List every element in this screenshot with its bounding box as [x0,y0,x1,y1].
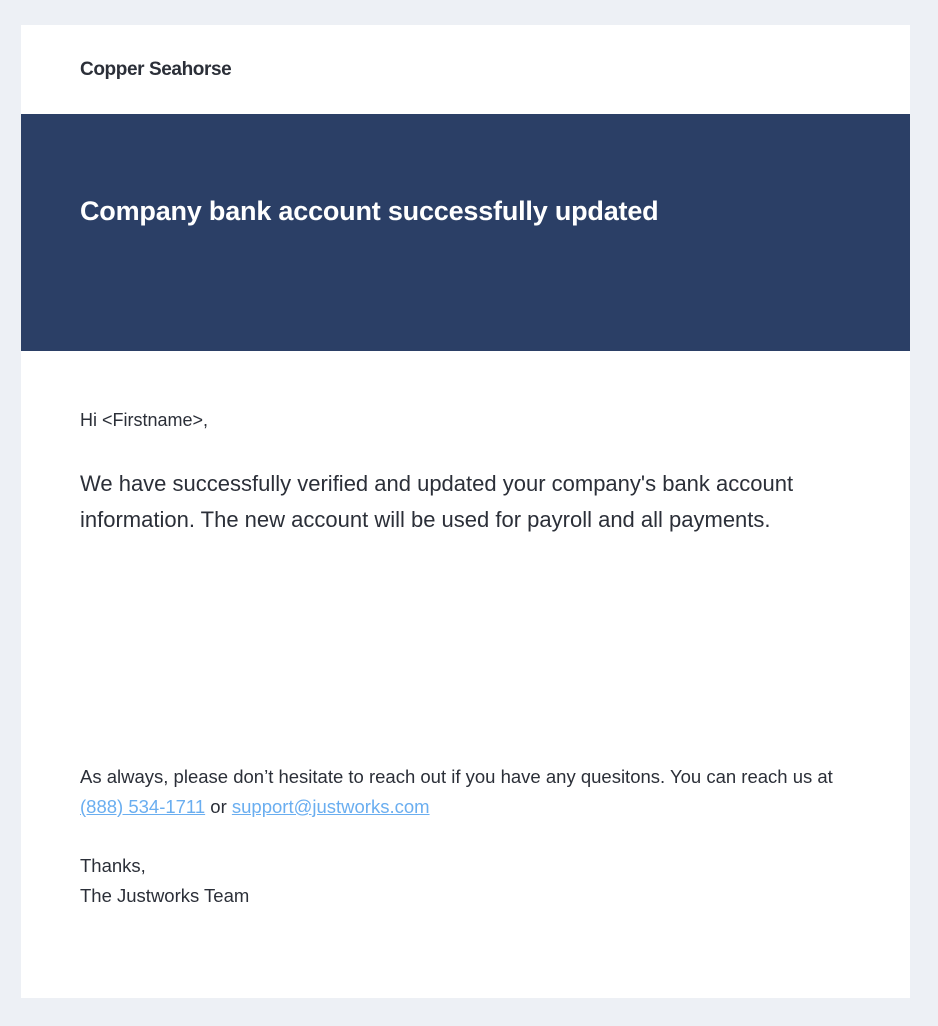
greeting-text: Hi <Firstname>, [80,410,209,430]
hero-title: Company bank account successfully updated [80,196,659,226]
closing-prefix-text: As always, please don’t hesitate to reach out if you have any quesitons. You can reach us at [80,766,833,787]
hero-banner [21,114,910,351]
signoff [80,851,249,911]
closing-or-text: or [205,796,232,817]
brand-name: Copper Seahorse [80,59,232,80]
thanks-text: Thanks, [80,855,146,876]
email-card [21,25,910,998]
closing-paragraph [80,762,850,822]
signature-text: The Justworks Team [80,885,250,906]
phone-link[interactable]: (888) 534-1711 [80,796,206,817]
message-body: We have successfully verified and updated your company's bank account information. The new account will be used for payroll and all payments. [80,471,794,532]
email-link[interactable]: support@justworks.com [231,796,430,817]
